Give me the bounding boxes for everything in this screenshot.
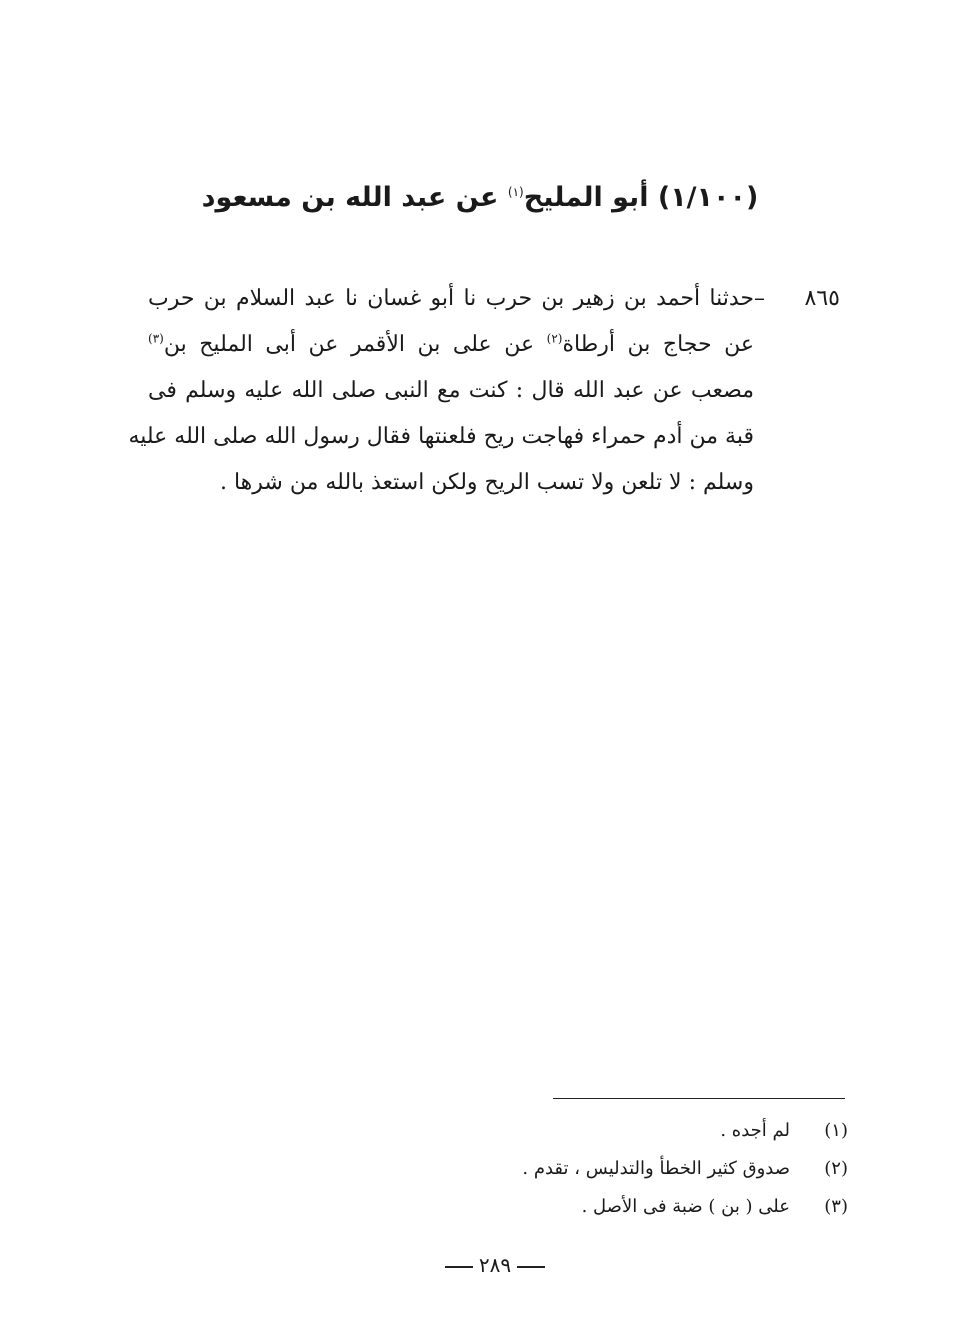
hadith-line-1 — [148, 276, 840, 322]
footnote-3 — [400, 1188, 848, 1226]
footnote-ref-2: (٢) — [546, 331, 563, 346]
footnotes — [400, 1112, 848, 1226]
hadith-line-2-text-b: عن على بن الأقمر عن أبى المليح بن — [163, 332, 535, 357]
chapter-name: أبو المليح — [523, 182, 649, 213]
footnote-ref-3: (٣) — [148, 331, 164, 346]
hadith-line-1-text: حدثنا أحمد بن زهير بن حرب نا أبو غسان نا عبد السلام بن حرب — [148, 286, 754, 311]
hadith-line-4 — [128, 414, 754, 460]
page-number — [430, 1250, 560, 1280]
hadith-line-5 — [148, 460, 754, 506]
hadith-line-3-text: مصعب عن عبد الله قال : كنت مع النبى صلى الله عليه وسلم فى — [148, 378, 754, 403]
footnote-ref-1: (١) — [507, 185, 524, 199]
hadith-line-4-text: قبة من أدم حمراء فهاجت ريح فلعنتها فقال رسول الله صلى الله عليه — [128, 424, 754, 449]
hadith-line-2-text-a: عن حجاج بن أرطاة — [562, 332, 755, 357]
chapter-subtitle: عن عبد الله بن مسعود — [201, 182, 499, 213]
hadith-line-2 — [148, 322, 754, 368]
footnote-marker: (٣) — [824, 1196, 848, 1217]
footnote-divider — [553, 1098, 845, 1099]
hadith-line-5-text: وسلم : لا تلعن ولا تسب الريح ولكن استعذ بالله من شرها . — [219, 470, 754, 495]
footnote-marker: (٢) — [824, 1158, 848, 1179]
footnote-text: لم أجده . — [720, 1120, 790, 1141]
hadith-line-3 — [148, 368, 754, 414]
footnote-marker: (١) — [824, 1120, 848, 1141]
hadith-text — [128, 276, 840, 506]
hadith-number: ٨٦٥ – — [754, 286, 840, 311]
chapter-heading — [200, 178, 760, 218]
footnote-1 — [400, 1112, 848, 1150]
footnote-2 — [400, 1150, 848, 1188]
page-number-value: ٢٨٩ — [478, 1253, 512, 1277]
footnote-text: على ( بن ) ضبة فى الأصل . — [581, 1196, 790, 1217]
chapter-number: (١/١٠٠) — [657, 182, 759, 213]
footnote-text: صدوق كثير الخطأ والتدليس ، تقدم . — [522, 1158, 790, 1179]
page-number-dash-right — [517, 1266, 545, 1268]
page-number-dash-left — [445, 1266, 473, 1268]
